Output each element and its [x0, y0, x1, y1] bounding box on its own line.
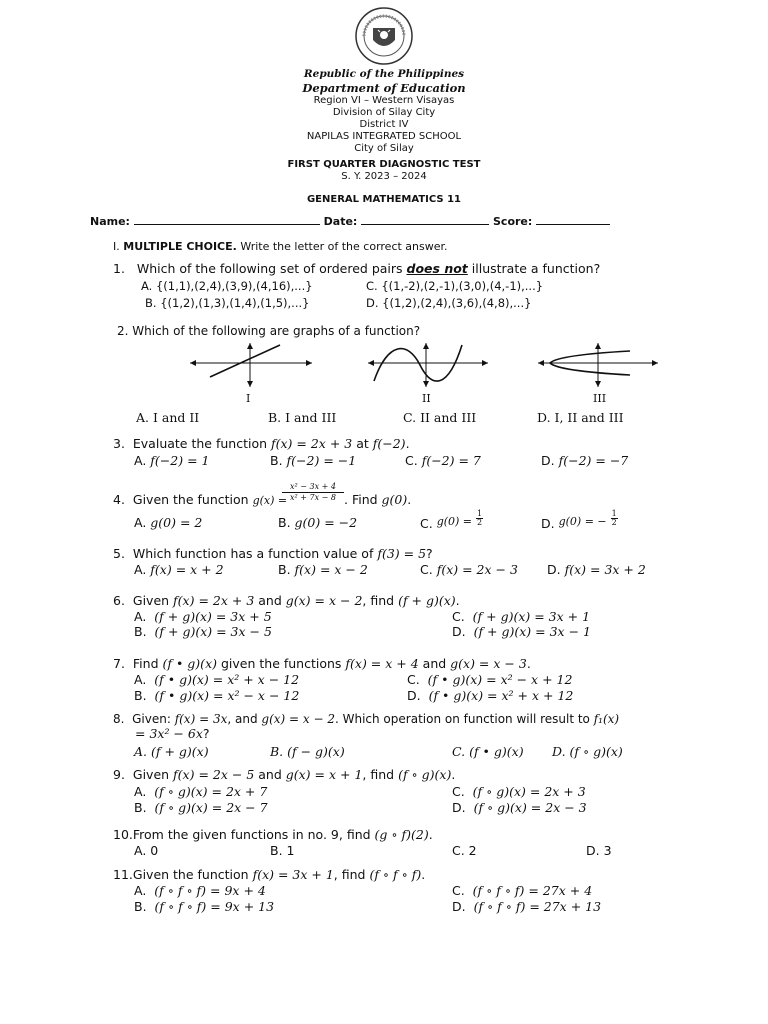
q7-target: (f • g)(x) — [162, 656, 217, 671]
q4-denominator: x² + 7x − 8 — [290, 493, 336, 502]
q4-d-lhs: g(0) = − — [558, 515, 607, 528]
q9-b-letter: B. — [134, 800, 147, 815]
q4-c-num: 1 — [477, 509, 483, 518]
q9-option-b[interactable] — [134, 801, 268, 815]
section-numeral: I. — [113, 240, 120, 253]
score-blank[interactable] — [536, 213, 610, 225]
q9-option-d[interactable] — [452, 801, 587, 815]
question-3 — [113, 437, 410, 451]
q6-number: 6. — [113, 593, 125, 608]
q3-option-a[interactable] — [134, 454, 209, 468]
q7-option-a[interactable] — [134, 673, 299, 687]
q3-c-text: f(−2) = 7 — [421, 453, 481, 468]
q7-given: given the functions — [217, 656, 346, 671]
q11-target: (f ∘ f ∘ f) — [369, 867, 422, 882]
q6-d-text: (f + g)(x) = 3x − 1 — [473, 624, 591, 639]
q5-stem: Which function has a function value of — [132, 546, 378, 561]
q1-option-b[interactable]: B. {(1,2),(1,3),(1,4),(1,5),...} — [145, 296, 310, 310]
q4-g-lhs: g(x) = — [252, 494, 288, 507]
q9-option-a[interactable] — [134, 785, 267, 799]
q6-a-text: (f + g)(x) = 3x + 5 — [154, 609, 272, 624]
q1-option-a[interactable]: A. {(1,1),(2,4),(3,9),(4,16),...} — [141, 279, 313, 293]
q4-option-c[interactable] — [420, 509, 483, 533]
q6-d-letter: D. — [452, 624, 466, 639]
q6-a-letter: A. — [134, 609, 147, 624]
q10-end: . — [428, 827, 433, 842]
q8-option-d[interactable]: D. (f ∘ g)(x) — [552, 744, 623, 759]
q10-option-b[interactable]: B. 1 — [270, 843, 295, 858]
q4-option-a[interactable] — [134, 516, 202, 530]
q10-number: 10. — [113, 827, 133, 842]
q9-and: and — [254, 767, 286, 782]
question-7 — [113, 657, 531, 671]
q4-b-letter: B. — [278, 515, 291, 530]
q9-g: g(x) = x + 1 — [285, 767, 363, 782]
q2-graphs — [190, 343, 660, 389]
q8-option-a[interactable]: A. (f + g)(x) — [134, 744, 209, 759]
q5-number: 5. — [113, 546, 125, 561]
q3-eval: f(−2) — [372, 436, 406, 451]
q7-d-text: (f • g)(x) = x² + x + 12 — [428, 688, 574, 703]
q6-option-a[interactable] — [134, 610, 272, 624]
q9-a-letter: A. — [134, 784, 147, 799]
name-label: Name: — [90, 215, 130, 228]
question-5 — [113, 547, 433, 561]
q9-find: , find — [362, 767, 399, 782]
school-line: NAPILAS INTEGRATED SCHOOL — [306, 131, 462, 142]
q9-d-letter: D. — [452, 800, 466, 815]
q4-d-fraction — [611, 510, 618, 527]
q11-stem: Given the function — [132, 867, 253, 882]
q5-c-letter: C. — [420, 562, 433, 577]
q4-stem-mid: . Find — [344, 492, 382, 507]
q6-find: , find — [362, 593, 399, 608]
q4-stem: Given the function — [132, 492, 253, 507]
q4-stem-end: . — [407, 492, 412, 507]
q7-option-d[interactable] — [407, 689, 573, 703]
q4-a-letter: A. — [134, 515, 147, 530]
department-line: Department of Education — [302, 81, 466, 95]
q6-option-b[interactable] — [134, 625, 272, 639]
q2-option-c[interactable]: C. II and III — [403, 410, 477, 425]
q9-f: f(x) = 2x − 5 — [173, 767, 255, 782]
q3-stem: Evaluate the function — [132, 436, 271, 451]
q7-a-letter: A. — [134, 672, 147, 687]
q11-a-letter: A. — [134, 883, 147, 898]
q5-stem-end: ? — [426, 546, 433, 561]
q1-option-d[interactable]: D. {(1,2),(2,4),(3,6),(4,8),...} — [366, 296, 532, 310]
q5-b-letter: B. — [278, 562, 291, 577]
q10-target: (g ∘ f)(2) — [374, 827, 429, 842]
q11-d-letter: D. — [452, 899, 466, 914]
q5-option-a[interactable] — [134, 563, 224, 577]
question-9 — [113, 768, 455, 782]
q11-find: , find — [333, 867, 370, 882]
q3-d-letter: D. — [541, 453, 555, 468]
q5-d-letter: D. — [547, 562, 561, 577]
q7-option-b[interactable] — [134, 689, 299, 703]
q8-and: , and — [227, 712, 262, 726]
graph-1 — [190, 343, 312, 387]
q3-stem-end: . — [405, 436, 410, 451]
section-heading — [113, 240, 448, 253]
student-info-row — [90, 213, 610, 228]
q11-option-b[interactable] — [134, 900, 274, 914]
q11-b-letter: B. — [134, 899, 147, 914]
q4-option-b[interactable] — [278, 516, 357, 530]
q2-option-a[interactable]: A. I and II — [136, 410, 200, 425]
q5-option-d[interactable] — [547, 563, 646, 577]
q6-option-d[interactable] — [452, 625, 591, 639]
q3-option-d[interactable] — [541, 454, 628, 468]
q6-stem: Given — [132, 593, 174, 608]
q7-and: and — [418, 656, 451, 671]
q3-stem-mid: at — [352, 436, 373, 451]
q3-number: 3. — [113, 436, 125, 451]
q11-d-text: (f ∘ f ∘ f) = 27x + 13 — [473, 899, 602, 914]
q9-a-text: (f ∘ g)(x) = 2x + 7 — [154, 784, 268, 799]
q10-option-d[interactable]: D. 3 — [586, 843, 612, 858]
q3-option-c[interactable] — [405, 454, 481, 468]
q7-end: . — [526, 656, 531, 671]
q9-b-text: (f ∘ g)(x) = 2x − 7 — [154, 800, 268, 815]
q7-c-text: (f • g)(x) = x² − x + 12 — [427, 672, 573, 687]
q8-option-c[interactable]: C. (f • g)(x) — [452, 744, 524, 759]
graph-1-label: I — [246, 392, 251, 405]
q5-c-text: f(x) = 2x − 3 — [436, 562, 518, 577]
q10-option-c[interactable]: C. 2 — [452, 843, 477, 858]
q8-number: 8. — [113, 712, 125, 726]
q9-c-text: (f ∘ g)(x) = 2x + 3 — [472, 784, 586, 799]
q11-number: 11. — [113, 867, 133, 882]
q4-c-den: 2 — [477, 518, 483, 527]
q4-find: g(0) — [381, 492, 408, 507]
question-11 — [113, 868, 425, 882]
q7-a-text: (f • g)(x) = x² + x − 12 — [154, 672, 300, 687]
q5-d-text: f(x) = 3x + 2 — [564, 562, 646, 577]
test-title: FIRST QUARTER DIAGNOSTIC TEST — [287, 159, 481, 170]
district-line: District IV — [359, 119, 409, 130]
q4-a-text: g(0) = 2 — [150, 515, 203, 530]
q9-stem: Given — [132, 767, 174, 782]
q9-d-text: (f ∘ g)(x) = 2x − 3 — [473, 800, 587, 815]
q7-d-letter: D. — [407, 688, 421, 703]
date-label: Date: — [323, 215, 358, 228]
q5-option-b[interactable] — [278, 563, 368, 577]
q6-b-text: (f + g)(x) = 3x − 5 — [154, 624, 272, 639]
q3-b-letter: B. — [270, 453, 283, 468]
question-8 — [113, 712, 619, 726]
q3-a-letter: A. — [134, 453, 147, 468]
q1-number: 1. — [113, 261, 125, 276]
q8-option-b[interactable]: B. (f − g)(x) — [270, 744, 345, 759]
question-10 — [113, 828, 433, 842]
graph-2 — [368, 343, 488, 387]
q5-option-c[interactable] — [420, 563, 518, 577]
q7-b-text: (f • g)(x) = x² − x − 12 — [154, 688, 300, 703]
q8-stem: Given: — [132, 712, 175, 726]
city-line: City of Silay — [354, 143, 414, 154]
q2-option-b[interactable]: B. I and III — [268, 410, 337, 425]
q6-c-letter: C. — [452, 609, 465, 624]
subject-title: GENERAL MATHEMATICS 11 — [306, 194, 462, 205]
section-instruction: Write the letter of the correct answer. — [236, 240, 448, 253]
q4-c-fraction — [476, 510, 483, 527]
section-title: MULTIPLE CHOICE. — [123, 240, 237, 253]
q4-option-d[interactable] — [541, 509, 618, 533]
graph-2-label: II — [422, 392, 431, 405]
q3-d-text: f(−2) = −7 — [558, 453, 629, 468]
q4-numerator: x² − 3x + 4 — [282, 482, 344, 493]
q4-d-num: 1 — [611, 509, 617, 518]
q1-emphasis: does not — [406, 261, 468, 276]
q8-result: = 3x² − 6x — [135, 726, 203, 741]
division-line: Division of Silay City — [332, 107, 436, 118]
q10-option-a[interactable]: A. 0 — [134, 843, 159, 858]
q5-b-text: f(x) = x − 2 — [294, 562, 368, 577]
q6-and: and — [254, 593, 286, 608]
question-4-end — [344, 493, 411, 507]
date-blank[interactable] — [361, 213, 489, 225]
q1-stem-end: illustrate a function? — [467, 261, 601, 276]
q4-c-letter: C. — [420, 516, 433, 531]
question-6 — [113, 594, 460, 608]
q7-number: 7. — [113, 656, 125, 671]
q6-target: (f + g)(x) — [398, 593, 456, 608]
q1-stem: Which of the following set of ordered pairs — [136, 261, 407, 276]
q11-c-letter: C. — [452, 883, 465, 898]
q9-number: 9. — [113, 767, 125, 782]
q7-stem: Find — [132, 656, 163, 671]
q8-f1: f₁(x) — [593, 712, 620, 726]
q11-option-d[interactable] — [452, 900, 601, 914]
q5-a-text: f(x) = x + 2 — [150, 562, 224, 577]
graph-3-label: III — [593, 392, 607, 405]
q3-b-text: f(−2) = −1 — [286, 453, 357, 468]
q6-g: g(x) = x − 2 — [285, 593, 363, 608]
q6-b-letter: B. — [134, 624, 147, 639]
q9-option-c[interactable] — [452, 785, 586, 799]
q11-end: . — [421, 867, 426, 882]
graph-3 — [538, 343, 658, 387]
q3-c-letter: C. — [405, 453, 418, 468]
q9-target: (f ∘ g)(x) — [398, 767, 452, 782]
q11-f: f(x) = 3x + 1 — [252, 867, 334, 882]
q4-fraction — [282, 482, 344, 503]
q11-c-text: (f ∘ f ∘ f) = 27x + 4 — [472, 883, 593, 898]
q7-c-letter: C. — [407, 672, 420, 687]
q4-d-letter: D. — [541, 516, 555, 531]
q6-end: . — [455, 593, 460, 608]
q4-b-text: g(0) = −2 — [294, 515, 358, 530]
q7-option-c[interactable] — [407, 673, 572, 687]
q1-option-c[interactable]: C. {(1,-2),(2,-1),(3,0),(4,-1),...} — [366, 279, 544, 293]
deped-seal — [354, 6, 414, 66]
question-2: 2. Which of the following are graphs of a function? — [117, 324, 421, 338]
q7-b-letter: B. — [134, 688, 147, 703]
q8-end: ? — [202, 726, 210, 741]
q11-option-c[interactable] — [452, 884, 592, 898]
name-blank[interactable] — [134, 213, 320, 225]
q3-option-b[interactable] — [270, 454, 356, 468]
q3-a-text: f(−2) = 1 — [150, 453, 210, 468]
school-year: S. Y. 2023 – 2024 — [341, 171, 427, 182]
q6-f: f(x) = 2x + 3 — [173, 593, 255, 608]
q4-c-lhs: g(0) = — [436, 515, 473, 528]
q9-end: . — [451, 767, 456, 782]
q4-d-den: 2 — [611, 518, 617, 527]
q11-a-text: (f ∘ f ∘ f) = 9x + 4 — [154, 883, 266, 898]
q9-c-letter: C. — [452, 784, 465, 799]
region-line: Region VI – Western Visayas — [313, 95, 455, 106]
q4-number: 4. — [113, 492, 125, 507]
q8-question: . Which operation on function will result to — [334, 712, 594, 726]
q10-stem: From the given functions in no. 9, find — [132, 827, 375, 842]
q11-option-a[interactable] — [134, 884, 266, 898]
q6-c-text: (f + g)(x) = 3x + 1 — [472, 609, 591, 624]
q5-a-letter: A. — [134, 562, 147, 577]
q7-f: f(x) = x + 4 — [345, 656, 419, 671]
q5-value: f(3) = 5 — [377, 546, 427, 561]
q3-function: f(x) = 2x + 3 — [271, 436, 353, 451]
score-label: Score: — [493, 215, 533, 228]
q11-b-text: (f ∘ f ∘ f) = 9x + 13 — [154, 899, 275, 914]
q6-option-c[interactable] — [452, 610, 590, 624]
q8-f: f(x) = 3x — [174, 712, 228, 726]
republic-line: Republic of the Philippines — [303, 68, 465, 80]
question-4 — [113, 493, 287, 508]
q2-option-d[interactable]: D. I, II and III — [537, 410, 624, 425]
q8-g: g(x) = x − 2 — [261, 712, 335, 726]
q7-g: g(x) = x − 3 — [450, 656, 527, 671]
question-8-line2 — [135, 727, 210, 741]
question-1 — [113, 262, 600, 276]
